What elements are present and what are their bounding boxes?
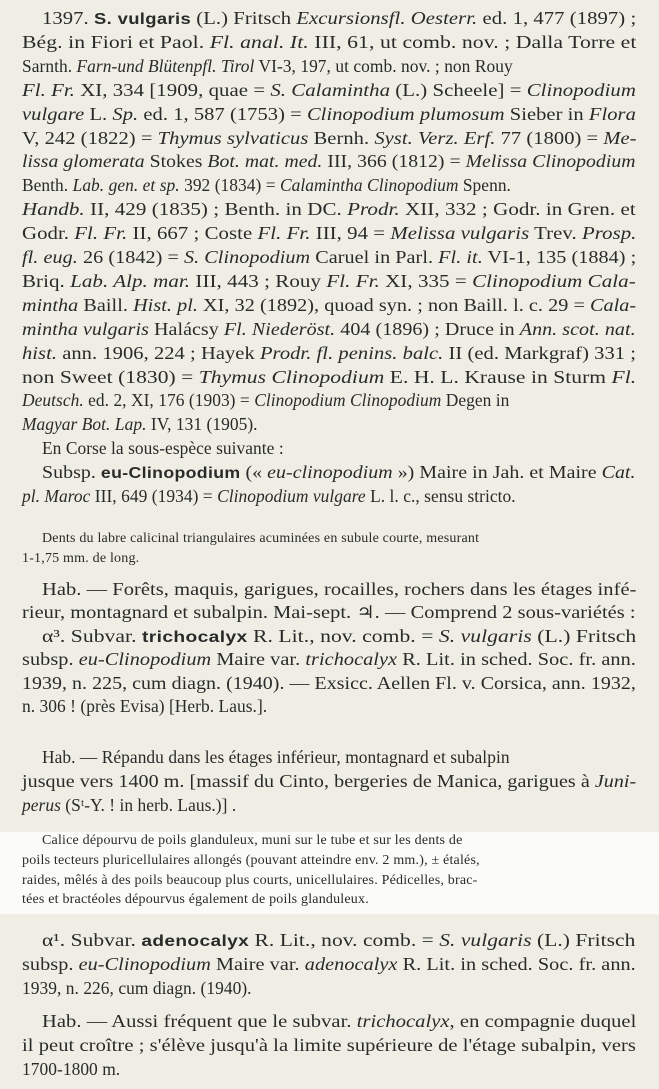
- plain-text: 77 (1800) =: [495, 127, 604, 148]
- text-line: [22, 295, 636, 315]
- plain-text: R. Lit. in sched. Soc. fr. ann.: [397, 953, 636, 974]
- plain-text: tées et bractéoles dépourvus également de poils glanduleux.: [22, 892, 369, 908]
- text-line: [42, 462, 636, 484]
- plain-text: (L.) Fritsch: [191, 8, 297, 28]
- plain-text: 1-1,75 mm. de long.: [22, 550, 140, 566]
- plain-text: (L.) Fritsch: [531, 930, 636, 950]
- italic-text: Fl.: [611, 366, 637, 387]
- italic-text: Fl. anal. It.: [209, 31, 309, 52]
- plain-text: Halácsy: [148, 318, 224, 339]
- italic-text: Sp.: [112, 103, 139, 124]
- plain-text: ed. 2, XI, 176 (1903) =: [83, 390, 255, 411]
- plain-text: XI, 335 =: [379, 270, 473, 291]
- italic-text: Fl. it.: [438, 247, 483, 267]
- plain-text: R. Lit. in sched. Soc. fr. ann.: [397, 649, 636, 670]
- italic-text: Bot. mat. med.: [207, 151, 323, 172]
- plain-text: 1939, n. 225, cum diagn. (1940). — Exsicc. Aellen Fl. v. Corsica, ann. 1932,: [22, 672, 636, 693]
- italic-text: Hist. pl.: [133, 294, 198, 315]
- text-line: [22, 319, 636, 339]
- plain-text: subsp.: [22, 953, 79, 974]
- text-line: [22, 414, 258, 434]
- subsp-description: [0, 530, 659, 573]
- text-line: [22, 80, 636, 100]
- text-line: [22, 978, 252, 998]
- italic-text: Calamintha Clinopodium: [280, 175, 459, 196]
- plain-text: Bernh.: [308, 127, 375, 148]
- plain-text: ann. 1906, 224 ; Hayek: [57, 342, 260, 363]
- italic-text: Clinopodium Cala-: [472, 270, 636, 291]
- plain-text: L. l. c., sensu stricto.: [365, 486, 516, 506]
- plain-text: Bég. in Fiori et Paol.: [22, 31, 210, 52]
- italic-text: hist.: [22, 342, 58, 363]
- italic-text: mintha: [22, 294, 79, 315]
- plain-text: II, 429 (1835) ; Benth. in DC.: [84, 199, 348, 220]
- italic-text: S. vulgaris: [439, 930, 532, 950]
- plain-text: Subsp.: [42, 462, 101, 483]
- text-line: [22, 56, 513, 76]
- text-line: [22, 104, 636, 124]
- italic-text: Farn-und Blütenpfl. Tirol: [76, 55, 255, 76]
- text-line: [22, 696, 267, 716]
- text-line: [22, 954, 636, 974]
- italic-text: Cat.: [601, 462, 636, 483]
- plain-text: Stokes: [144, 151, 208, 172]
- text-line: [22, 223, 636, 243]
- text-line: [42, 438, 284, 458]
- text-line: [42, 579, 636, 599]
- italic-text: Melissa vulgaris: [390, 223, 530, 244]
- italic-text: Fl. Fr.: [257, 223, 311, 244]
- calyx-description: [0, 832, 659, 914]
- italic-text: perus: [22, 794, 61, 815]
- bold-taxon: adenocalyx: [141, 933, 250, 950]
- text-line: [22, 795, 236, 815]
- text-line: [22, 151, 635, 171]
- text-line: [22, 852, 480, 869]
- italic-text: eu-Clinopodium: [78, 649, 212, 670]
- italic-text: Ann. scot. nat.: [519, 318, 636, 339]
- text-line: [22, 673, 636, 693]
- italic-text: Me-: [603, 127, 637, 148]
- plain-text: ed. 1, 587 (1753) =: [138, 103, 307, 124]
- plain-text: V, 242 (1822) =: [22, 127, 158, 148]
- italic-text: Cala-: [590, 294, 637, 315]
- plain-text: III, 443 ; Rouy: [190, 270, 327, 291]
- text-line: [42, 930, 635, 952]
- subvar-adenocalyx: [0, 930, 659, 1005]
- italic-text: Fl. Fr.: [326, 270, 380, 291]
- habitat-paragraph-2: [0, 747, 659, 822]
- plain-text: («: [240, 462, 268, 483]
- plain-text: Degen in: [441, 390, 510, 411]
- italic-text: Lab. Alp. mar.: [70, 270, 191, 291]
- italic-text: pl. Maroc: [22, 486, 91, 506]
- italic-text: Fl. Fr.: [22, 79, 75, 100]
- plain-text: ») Maire in Jah. et Maire: [392, 462, 602, 483]
- plain-text: II, 667 ; Coste: [127, 223, 258, 244]
- italic-text: trichocalyx: [305, 649, 398, 670]
- plain-text: IV, 131 (1905).: [146, 414, 258, 435]
- bold-taxon: S. vulgaris: [94, 11, 192, 28]
- plain-text: , en compagnie duquel: [449, 1011, 637, 1031]
- plain-text: ed. 1, 477 (1897) ;: [477, 8, 637, 28]
- italic-text: trichocalyx: [356, 1011, 450, 1031]
- text-line: [22, 1035, 636, 1055]
- plain-text: Maire var.: [210, 953, 305, 974]
- text-line: [22, 872, 478, 889]
- text-line: [22, 602, 636, 622]
- text-line: [42, 832, 463, 849]
- italic-text: Deutsch.: [22, 390, 84, 411]
- plain-text: (L.) Fritsch: [531, 625, 637, 646]
- plain-text: α¹. Subvar.: [42, 930, 142, 950]
- text-line: [22, 175, 511, 195]
- italic-text: Clinopodium: [526, 79, 636, 100]
- bold-taxon: trichocalyx: [141, 628, 248, 646]
- text-line: [22, 367, 636, 387]
- text-line: [22, 199, 636, 219]
- text-line: [22, 271, 636, 291]
- italic-text: Lab. gen. et sp.: [72, 175, 180, 196]
- plain-text: Calice dépourvu de poils glanduleux, muni sur le tube et sur les dents de: [42, 833, 463, 848]
- plain-text: il peut croître ; s'élève jusqu'à la limite supérieure de l'étage subalpin, vers: [22, 1034, 636, 1055]
- italic-text: Clinopodium Clinopodium: [254, 390, 442, 411]
- text-line: [22, 649, 636, 669]
- text-line: [22, 32, 636, 52]
- habitat-paragraph-3: [0, 1011, 659, 1086]
- bold-taxon: eu-Clinopodium: [100, 465, 241, 483]
- italic-text: Fl. Fr.: [74, 223, 128, 244]
- plain-text: 404 (1896) ; Druce in: [335, 318, 520, 339]
- italic-text: Magyar Bot. Lap.: [22, 414, 147, 435]
- italic-text: Syst. Verz. Erf.: [374, 127, 496, 148]
- plain-text: Hab. — Aussi fréquent que le subvar.: [42, 1011, 357, 1031]
- plain-text: Caruel in Parl.: [310, 247, 439, 267]
- italic-text: Fl. Niederöst.: [223, 318, 336, 339]
- plain-text: Trev.: [529, 223, 583, 244]
- text-line: [22, 128, 637, 148]
- text-line: [22, 390, 509, 410]
- plain-text: Hab. — Forêts, maquis, garigues, rocailles, rochers dans les étages infé-: [42, 579, 637, 599]
- text-line: [42, 530, 479, 547]
- plain-text: 1397.: [42, 8, 95, 28]
- plain-text: L.: [84, 103, 113, 124]
- italic-text: Clinopodium plumosum: [306, 103, 505, 124]
- plain-text: 1700-1800 m.: [22, 1058, 121, 1079]
- text-line: [22, 771, 636, 791]
- plain-text: poils tecteurs pluricellulaires allongés (pouvant atteindre env. 2 mm.), ± étalés,: [22, 852, 480, 868]
- plain-text: raides, mêlés à des poils beaucoup plus courts, unicellulaires. Pédicelles, brac-: [22, 872, 478, 888]
- plain-text: Briq.: [22, 270, 71, 291]
- habitat-paragraph-1: [0, 579, 659, 723]
- italic-text: fl. eug.: [22, 247, 78, 267]
- italic-text: Flora: [588, 103, 636, 124]
- plain-text: jusque vers 1400 m. [massif du Cinto, bergeries de Manica, garigues à: [22, 770, 595, 791]
- italic-text: Excursionsfl. Oesterr.: [296, 8, 478, 28]
- plain-text: rieur, montagnard et subalpin. Mai-sept. ♃. — Comprend 2 sous-variétés :: [22, 602, 636, 623]
- italic-text: Handb.: [22, 199, 85, 220]
- plain-text: Maire var.: [211, 649, 306, 670]
- plain-text: VI-1, 135 (1884) ;: [482, 247, 637, 267]
- italic-text: Thymus Clinopodium: [198, 366, 385, 387]
- plain-text: 26 (1842) =: [77, 247, 184, 267]
- text-line: [42, 8, 636, 30]
- text-line: [22, 247, 636, 267]
- italic-text: Prodr.: [347, 199, 400, 220]
- plain-text: α³. Subvar.: [42, 625, 142, 646]
- text-line: [22, 550, 139, 567]
- italic-text: lissa glomerata: [22, 151, 145, 172]
- italic-text: adenocalyx: [304, 953, 398, 974]
- italic-text: S. Calamintha: [270, 79, 391, 100]
- plain-text: R. Lit., nov. comb. =: [247, 625, 439, 646]
- plain-text: XI, 32 (1892), quoad syn. ; non Baill. l. c. 29 =: [197, 294, 591, 315]
- italic-text: eu-clinopodium: [267, 462, 393, 483]
- plain-text: En Corse la sous-espèce suivante :: [42, 438, 284, 459]
- plain-text: III, 366 (1812) =: [322, 151, 466, 172]
- plain-text: XII, 332 ; Godr. in Gren. et: [399, 199, 636, 220]
- plain-text: Hab. — Répandu dans les étages inférieur, montagnard et subalpin: [42, 747, 510, 767]
- text-line: [42, 626, 636, 648]
- plain-text: Baill.: [78, 294, 134, 315]
- italic-text: S. vulgaris: [438, 625, 532, 646]
- plain-text: Godr.: [22, 223, 75, 244]
- plain-text: Spenn.: [458, 175, 511, 196]
- text-line: [22, 891, 369, 908]
- plain-text: 1939, n. 226, cum diagn. (1940).: [22, 977, 252, 998]
- italic-text: Melissa Clinopodium: [465, 151, 636, 172]
- plain-text: III, 61, ut comb. nov. ; Dalla Torre et: [308, 31, 637, 52]
- plain-text: Sarnth.: [22, 55, 77, 76]
- plain-text: XI, 334 [1909, quae =: [74, 79, 271, 100]
- text-line: [42, 747, 510, 767]
- main-entry: [0, 8, 659, 514]
- plain-text: subsp.: [22, 649, 79, 670]
- italic-text: Clinopodium vulgare: [217, 486, 366, 506]
- plain-text: II (ed. Markgraf) 331 ;: [443, 342, 636, 363]
- italic-text: eu-Clinopodium: [78, 953, 211, 974]
- plain-text: n. 306 ! (près Evisa) [Herb. Laus.].: [22, 696, 268, 716]
- text-line: [22, 486, 516, 506]
- plain-text: R. Lit., nov. comb. =: [249, 930, 440, 950]
- text-line: [22, 343, 636, 363]
- plain-text: (Sᵗ-Y. ! in herb. Laus.)] .: [60, 794, 237, 815]
- plain-text: Sieber in: [504, 103, 589, 124]
- plain-text: III, 94 =: [310, 223, 391, 244]
- italic-text: Thymus sylvaticus: [157, 127, 309, 148]
- italic-text: vulgare: [22, 103, 85, 124]
- italic-text: mintha vulgaris: [22, 318, 149, 339]
- plain-text: (L.) Scheele] =: [390, 79, 527, 100]
- plain-text: E. H. L. Krause in Sturm: [384, 366, 612, 387]
- plain-text: VI-3, 197, ut comb. nov. ; non Rouy: [254, 55, 513, 76]
- plain-text: Benth.: [22, 175, 73, 196]
- italic-text: Prodr. fl. penins. balc.: [259, 342, 444, 363]
- plain-text: 392 (1834) =: [179, 175, 281, 196]
- italic-text: S. Clinopodium: [183, 247, 311, 267]
- plain-text: III, 649 (1934) =: [90, 486, 218, 506]
- plain-text: Dents du labre calicinal triangulaires acuminées en subule courte, mesurant: [42, 531, 480, 546]
- text-line: [22, 1059, 120, 1079]
- italic-text: Prosp.: [582, 223, 637, 244]
- text-line: [42, 1011, 636, 1031]
- italic-text: Juni-: [594, 770, 637, 791]
- plain-text: non Sweet (1830) =: [22, 366, 199, 387]
